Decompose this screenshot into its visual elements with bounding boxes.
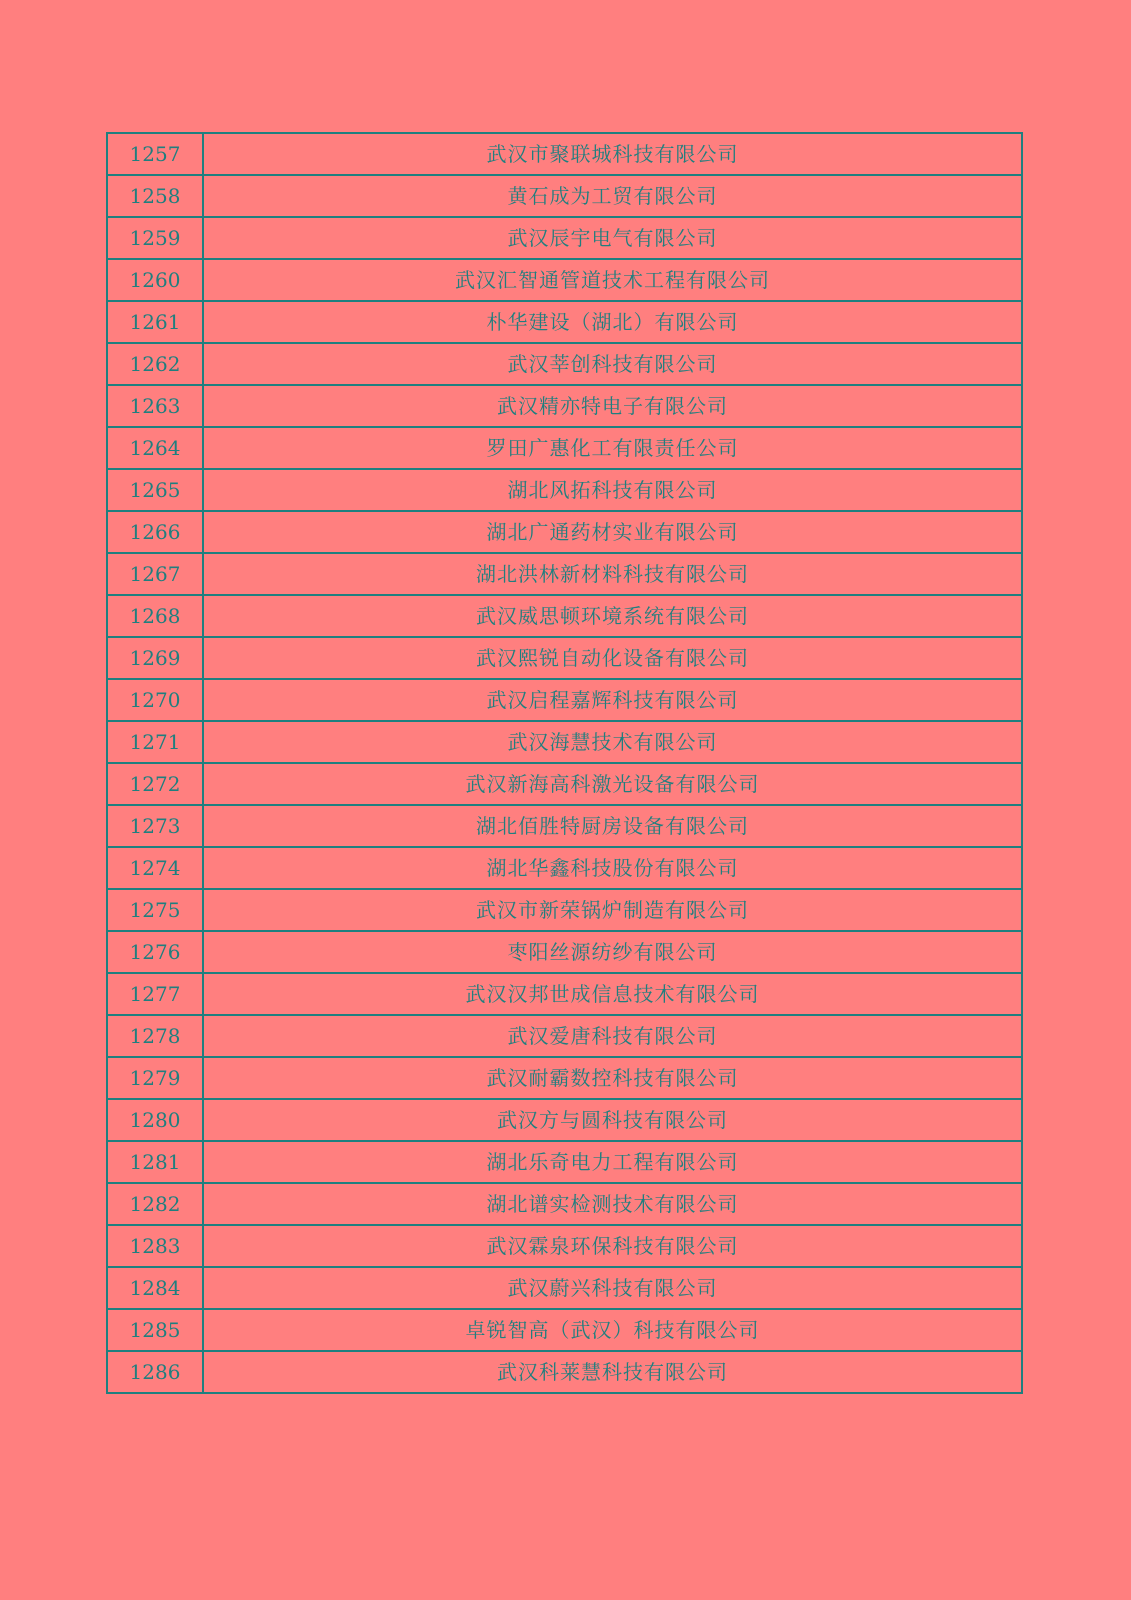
- table-row: [107, 1015, 1022, 1057]
- company-name-cell: 湖北谱实检测技术有限公司: [203, 1183, 1022, 1225]
- row-number-cell: 1269: [107, 637, 203, 679]
- company-name-cell: 武汉精亦特电子有限公司: [203, 385, 1022, 427]
- row-number-cell: 1278: [107, 1015, 203, 1057]
- company-name-cell: 武汉海慧技术有限公司: [203, 721, 1022, 763]
- row-number-cell: 1262: [107, 343, 203, 385]
- table-row: [107, 1183, 1022, 1225]
- row-number-cell: 1258: [107, 175, 203, 217]
- table-row: [107, 805, 1022, 847]
- company-name-cell: 武汉蔚兴科技有限公司: [203, 1267, 1022, 1309]
- row-number-cell: 1267: [107, 553, 203, 595]
- row-number-cell: 1273: [107, 805, 203, 847]
- row-number-cell: 1265: [107, 469, 203, 511]
- company-name-cell: 武汉辰宇电气有限公司: [203, 217, 1022, 259]
- company-list-body: [107, 133, 1022, 1393]
- row-number-cell: 1280: [107, 1099, 203, 1141]
- company-name-cell: 武汉熙锐自动化设备有限公司: [203, 637, 1022, 679]
- row-number-cell: 1270: [107, 679, 203, 721]
- table-row: [107, 175, 1022, 217]
- row-number-cell: 1282: [107, 1183, 203, 1225]
- table-row: [107, 973, 1022, 1015]
- table-row: [107, 1351, 1022, 1393]
- company-name-cell: 武汉霖泉环保科技有限公司: [203, 1225, 1022, 1267]
- table-row: [107, 931, 1022, 973]
- table-row: [107, 1057, 1022, 1099]
- row-number-cell: 1263: [107, 385, 203, 427]
- table-row: [107, 301, 1022, 343]
- company-name-cell: 武汉爱唐科技有限公司: [203, 1015, 1022, 1057]
- row-number-cell: 1264: [107, 427, 203, 469]
- company-name-cell: 武汉新海高科激光设备有限公司: [203, 763, 1022, 805]
- table-row: [107, 217, 1022, 259]
- row-number-cell: 1274: [107, 847, 203, 889]
- table-row: [107, 511, 1022, 553]
- company-name-cell: 武汉市新荣锅炉制造有限公司: [203, 889, 1022, 931]
- row-number-cell: 1285: [107, 1309, 203, 1351]
- company-name-cell: 武汉科莱慧科技有限公司: [203, 1351, 1022, 1393]
- table-row: [107, 133, 1022, 175]
- company-name-cell: 枣阳丝源纺纱有限公司: [203, 931, 1022, 973]
- row-number-cell: 1277: [107, 973, 203, 1015]
- table-row: [107, 469, 1022, 511]
- company-name-cell: 武汉方与圆科技有限公司: [203, 1099, 1022, 1141]
- company-name-cell: 黄石成为工贸有限公司: [203, 175, 1022, 217]
- table-row: [107, 259, 1022, 301]
- company-name-cell: 卓锐智高（武汉）科技有限公司: [203, 1309, 1022, 1351]
- company-name-cell: 武汉耐霸数控科技有限公司: [203, 1057, 1022, 1099]
- company-name-cell: 武汉汉邦世成信息技术有限公司: [203, 973, 1022, 1015]
- company-name-cell: 湖北乐奇电力工程有限公司: [203, 1141, 1022, 1183]
- table-row: [107, 847, 1022, 889]
- row-number-cell: 1261: [107, 301, 203, 343]
- company-name-cell: 朴华建设（湖北）有限公司: [203, 301, 1022, 343]
- table-row: [107, 595, 1022, 637]
- row-number-cell: 1279: [107, 1057, 203, 1099]
- company-name-cell: 武汉启程嘉辉科技有限公司: [203, 679, 1022, 721]
- table-row: [107, 1141, 1022, 1183]
- company-name-cell: 湖北风拓科技有限公司: [203, 469, 1022, 511]
- table-row: [107, 1225, 1022, 1267]
- company-name-cell: 湖北洪林新材料科技有限公司: [203, 553, 1022, 595]
- table-row: [107, 553, 1022, 595]
- row-number-cell: 1281: [107, 1141, 203, 1183]
- row-number-cell: 1257: [107, 133, 203, 175]
- row-number-cell: 1259: [107, 217, 203, 259]
- table-row: [107, 343, 1022, 385]
- row-number-cell: 1283: [107, 1225, 203, 1267]
- table-row: [107, 385, 1022, 427]
- company-list-table: [106, 132, 1023, 1394]
- company-name-cell: 湖北华鑫科技股份有限公司: [203, 847, 1022, 889]
- company-name-cell: 武汉市聚联城科技有限公司: [203, 133, 1022, 175]
- row-number-cell: 1266: [107, 511, 203, 553]
- row-number-cell: 1260: [107, 259, 203, 301]
- table-row: [107, 1309, 1022, 1351]
- company-name-cell: 武汉汇智通管道技术工程有限公司: [203, 259, 1022, 301]
- company-name-cell: 罗田广惠化工有限责任公司: [203, 427, 1022, 469]
- row-number-cell: 1271: [107, 721, 203, 763]
- row-number-cell: 1272: [107, 763, 203, 805]
- table-row: [107, 721, 1022, 763]
- company-name-cell: 武汉威思顿环境系统有限公司: [203, 595, 1022, 637]
- table-row: [107, 889, 1022, 931]
- table-row: [107, 427, 1022, 469]
- table-row: [107, 1099, 1022, 1141]
- table-row: [107, 637, 1022, 679]
- table-row: [107, 763, 1022, 805]
- table-row: [107, 1267, 1022, 1309]
- row-number-cell: 1284: [107, 1267, 203, 1309]
- table-row: [107, 679, 1022, 721]
- row-number-cell: 1276: [107, 931, 203, 973]
- row-number-cell: 1275: [107, 889, 203, 931]
- company-name-cell: 武汉莘创科技有限公司: [203, 343, 1022, 385]
- company-name-cell: 湖北广通药材实业有限公司: [203, 511, 1022, 553]
- row-number-cell: 1286: [107, 1351, 203, 1393]
- row-number-cell: 1268: [107, 595, 203, 637]
- company-name-cell: 湖北佰胜特厨房设备有限公司: [203, 805, 1022, 847]
